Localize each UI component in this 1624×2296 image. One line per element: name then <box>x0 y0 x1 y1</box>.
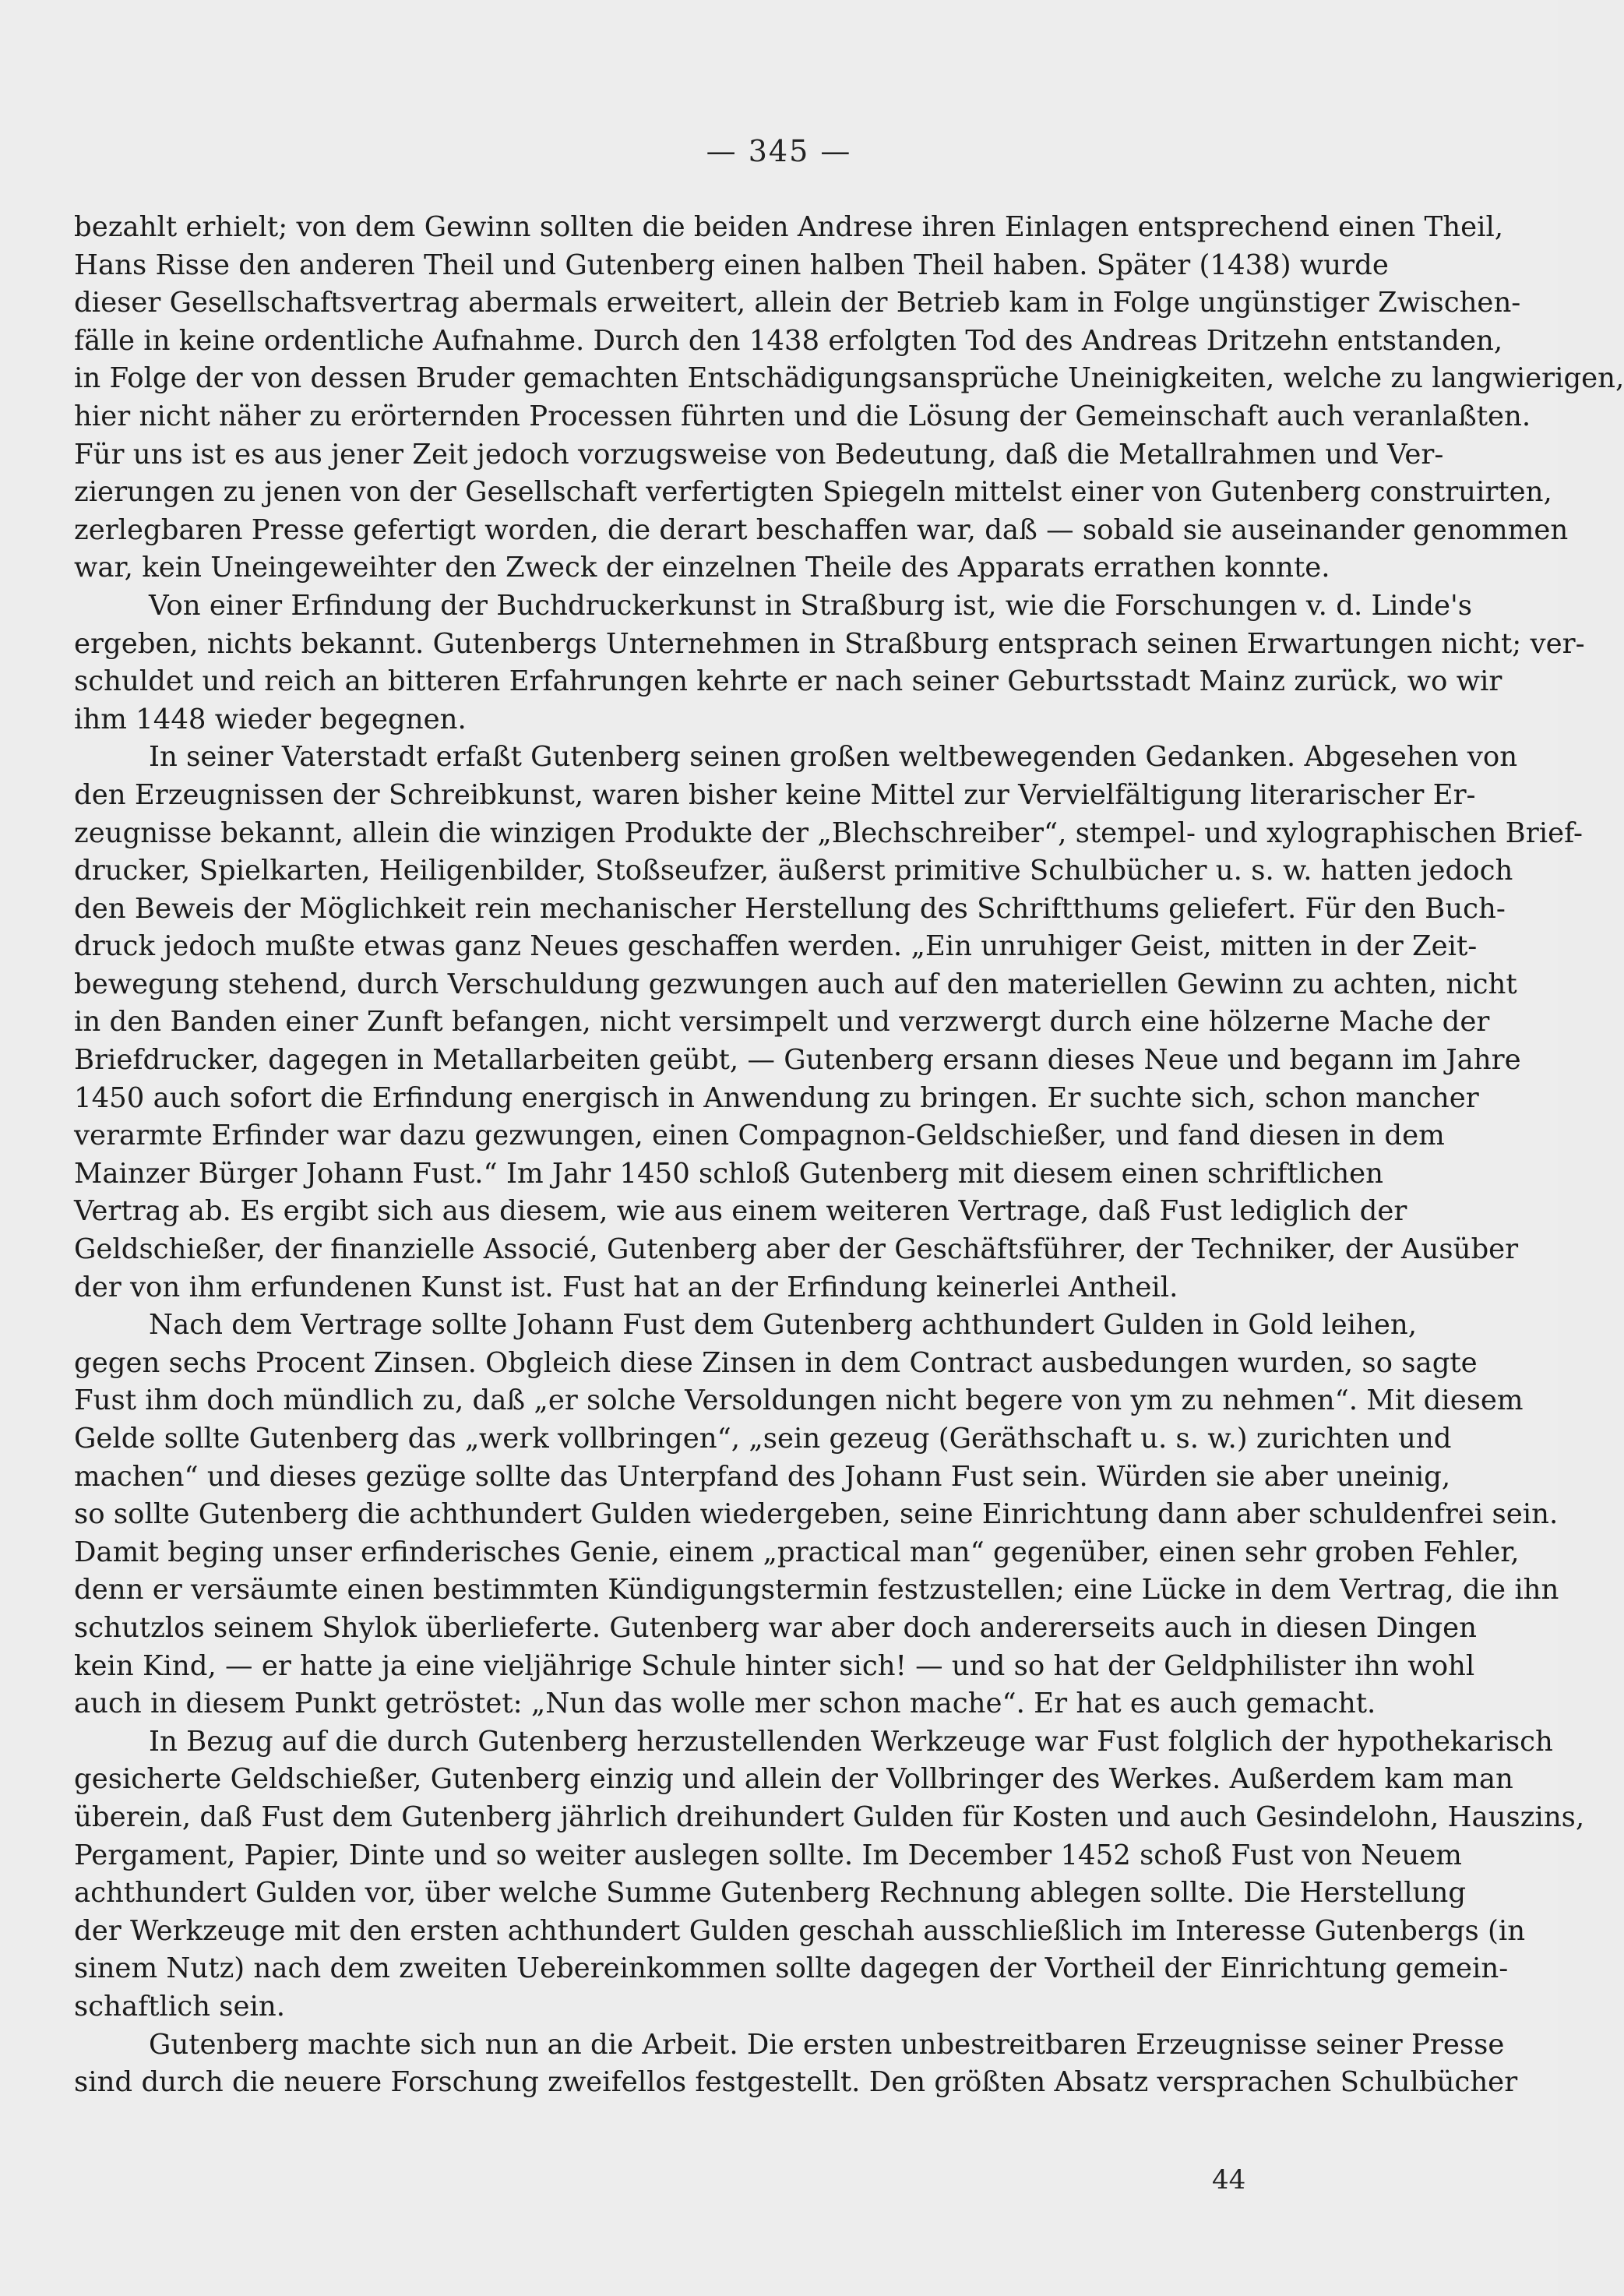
text-line: kein Kind, — er hatte ja eine vieljährige Schule hinter sich! — und so hat der Geldphilister ihn wohl <box>74 1649 1475 1682</box>
text-line: zerlegbaren Presse gefertigt worden, die derart beschaffen war, daß — sobald sie auseinander genommen <box>74 513 1569 546</box>
text-line: bezahlt erhielt; von dem Gewinn sollten die beiden Andrese ihren Einlagen entsprechend einen Theil, <box>74 211 1504 243</box>
text-line: so sollte Gutenberg die achthundert Gulden wiedergeben, seine Einrichtung dann aber schuldenfrei sein. <box>74 1498 1559 1531</box>
text-line: gesicherte Geldschießer, Gutenberg einzig und allein der Vollbringer des Werkes. Außerdem kam man <box>74 1763 1513 1796</box>
paragraph <box>74 209 1624 587</box>
text-line: auch in diesem Punkt getröstet: „Nun das wolle mer schon mache“. Er hat es auch gemacht. <box>74 1688 1376 1720</box>
text-line: drucker, Spielkarten, Heiligenbilder, Stoßseufzer, äußerst primitive Schulbücher u. s. w. hatten jedoch <box>74 855 1513 887</box>
paragraph <box>74 1307 1559 1723</box>
text-line: überein, daß Fust dem Gutenberg jährlich dreihundert Gulden für Kosten und auch Gesindelohn, Hauszins, <box>74 1800 1585 1833</box>
text-line: sind durch die neuere Forschung zweifellos festgestellt. Den größten Absatz versprachen Schulbücher <box>74 2066 1518 2099</box>
body-text <box>74 209 1624 2102</box>
paragraph <box>74 1723 1585 2026</box>
text-line: Geldschießer, der finanzielle Associé, Gutenberg aber der Geschäftsführer, der Techniker, der Ausüber <box>74 1233 1519 1266</box>
text-line: zierungen zu jenen von der Gesellschaft verfertigten Spiegeln mittelst einer von Gutenberg construirten, <box>74 476 1552 509</box>
text-line: Gutenberg machte sich nun an die Arbeit. Die ersten unbestreitbaren Erzeugnisse seiner Presse <box>149 2028 1505 2061</box>
text-line: denn er versäumte einen bestimmten Kündigungstermin festzustellen; eine Lücke in dem Vertrag, die ihn <box>74 1574 1559 1606</box>
text-line: schutzlos seinem Shylok überlieferte. Gutenberg war aber doch andererseits auch in diesen Dingen <box>74 1611 1477 1644</box>
text-line: der Werkzeuge mit den ersten achthundert Gulden geschah ausschließlich im Interesse Gutenbergs (in <box>74 1914 1526 1947</box>
text-line: sinem Nutz) nach dem zweiten Uebereinkommen sollte dagegen der Vortheil der Einrichtung gemein- <box>74 1952 1509 1985</box>
text-line: Nach dem Vertrage sollte Johann Fust dem Gutenberg achthundert Gulden in Gold leihen, <box>149 1309 1418 1342</box>
text-line: ergeben, nichts bekannt. Gutenbergs Unternehmen in Straßburg entsprach seinen Erwartungen nicht; ver- <box>74 627 1585 660</box>
text-line: zeugnisse bekannt, allein die winzigen Produkte der „Blechschreiber“, stempel- und xylographischen Brief- <box>74 816 1583 849</box>
text-line: machen“ und dieses gezüge sollte das Unterpfand des Johann Fust sein. Würden sie aber uneinig, <box>74 1460 1451 1493</box>
text-line: In Bezug auf die durch Gutenberg herzustellenden Werkzeuge war Fust folglich der hypothekarisch <box>149 1725 1553 1758</box>
text-line: fälle in keine ordentliche Aufnahme. Durch den 1438 erfolgten Tod des Andreas Dritzehn entstanden, <box>74 324 1503 357</box>
text-line: den Erzeugnissen der Schreibkunst, waren bisher keine Mittel zur Vervielfältigung literarischer Er- <box>74 778 1476 811</box>
text-line: schaftlich sein. <box>74 1990 285 2023</box>
text-line: der von ihm erfundenen Kunst ist. Fust hat an der Erfindung keinerlei Antheil. <box>74 1271 1178 1303</box>
text-line: Fust ihm doch mündlich zu, daß „er solche Versoldungen nicht begere von ym zu nehmen“. Mit diesem <box>74 1384 1524 1417</box>
text-line: Von einer Erfindung der Buchdruckerkunst in Straßburg ist, wie die Forschungen v. d. Linde's <box>149 589 1473 622</box>
text-line: 1450 auch sofort die Erfindung energisch in Anwendung zu bringen. Er suchte sich, schon mancher <box>74 1081 1479 1114</box>
text-line: Mainzer Bürger Johann Fust.“ Im Jahr 1450 schloß Gutenberg mit diesem einen schriftlichen <box>74 1157 1384 1190</box>
page-number: — 345 — <box>706 134 852 168</box>
text-line: schuldet und reich an bitteren Erfahrungen kehrte er nach seiner Geburtsstadt Mainz zurück, wo wir <box>74 665 1502 698</box>
text-line: hier nicht näher zu erörternden Processen führten und die Lösung der Gemeinschaft auch veranlaßten. <box>74 400 1531 432</box>
text-line: druck jedoch mußte etwas ganz Neues geschaffen werden. „Ein unruhiger Geist, mitten in der Zeit- <box>74 930 1478 963</box>
text-line: Briefdrucker, dagegen in Metallarbeiten geübt, — Gutenberg ersann dieses Neue und begann im Jahre <box>74 1044 1521 1077</box>
text-line: den Beweis der Möglichkeit rein mechanischer Herstellung des Schriftthums geliefert. Für den Buch- <box>74 892 1506 925</box>
text-line: ihm 1448 wieder begegnen. <box>74 703 467 735</box>
text-line: Damit beging unser erfinderisches Genie, einem „practical man“ gegenüber, einen sehr groben Fehler, <box>74 1536 1520 1568</box>
paragraph <box>74 2026 1518 2102</box>
text-line: verarmte Erfinder war dazu gezwungen, einen Compagnon-Geldschießer, und fand diesen in dem <box>74 1120 1445 1152</box>
paragraph <box>74 587 1585 739</box>
paragraph <box>74 739 1583 1307</box>
text-line: in den Banden einer Zunft befangen, nicht versimpelt und verzwergt durch eine hölzerne Mache der <box>74 1006 1490 1039</box>
text-line: Vertrag ab. Es ergibt sich aus diesem, wie aus einem weiteren Vertrage, daß Fust lediglich der <box>74 1195 1407 1228</box>
text-line: bewegung stehend, durch Verschuldung gezwungen auch auf den materiellen Gewinn zu achten, nicht <box>74 968 1517 1000</box>
text-line: Für uns ist es aus jener Zeit jedoch vorzugsweise von Bedeutung, daß die Metallrahmen und Ver- <box>74 438 1444 471</box>
text-line: in Folge der von dessen Bruder gemachten Entschädigungsansprüche Uneinigkeiten, welche zu langwierigen, <box>74 362 1624 395</box>
text-line: Gelde sollte Gutenberg das „werk vollbringen“, „sein gezeug (Geräthschaft u. s. w.) zurichten und <box>74 1423 1452 1455</box>
text-line: achthundert Gulden vor, über welche Summe Gutenberg Rechnung ablegen sollte. Die Herstellung <box>74 1877 1467 1910</box>
signature-mark: 44 <box>1212 2164 1246 2195</box>
text-line: dieser Gesellschaftsvertrag abermals erweitert, allein der Betrieb kam in Folge ungünstiger Zwischen- <box>74 287 1521 319</box>
text-line: In seiner Vaterstadt erfaßt Gutenberg seinen großen weltbewegenden Gedanken. Abgesehen von <box>149 741 1518 774</box>
text-line: Pergament, Papier, Dinte und so weiter auslegen sollte. Im December 1452 schoß Fust von Neuem <box>74 1839 1462 1871</box>
text-line: gegen sechs Procent Zinsen. Obgleich diese Zinsen in dem Contract ausbedungen wurden, so sagte <box>74 1346 1478 1379</box>
text-line: war, kein Uneingeweihter den Zweck der einzelnen Theile des Apparats errathen konnte. <box>74 552 1330 584</box>
text-line: Hans Risse den anderen Theil und Gutenberg einen halben Theil haben. Später (1438) wurde <box>74 249 1389 281</box>
